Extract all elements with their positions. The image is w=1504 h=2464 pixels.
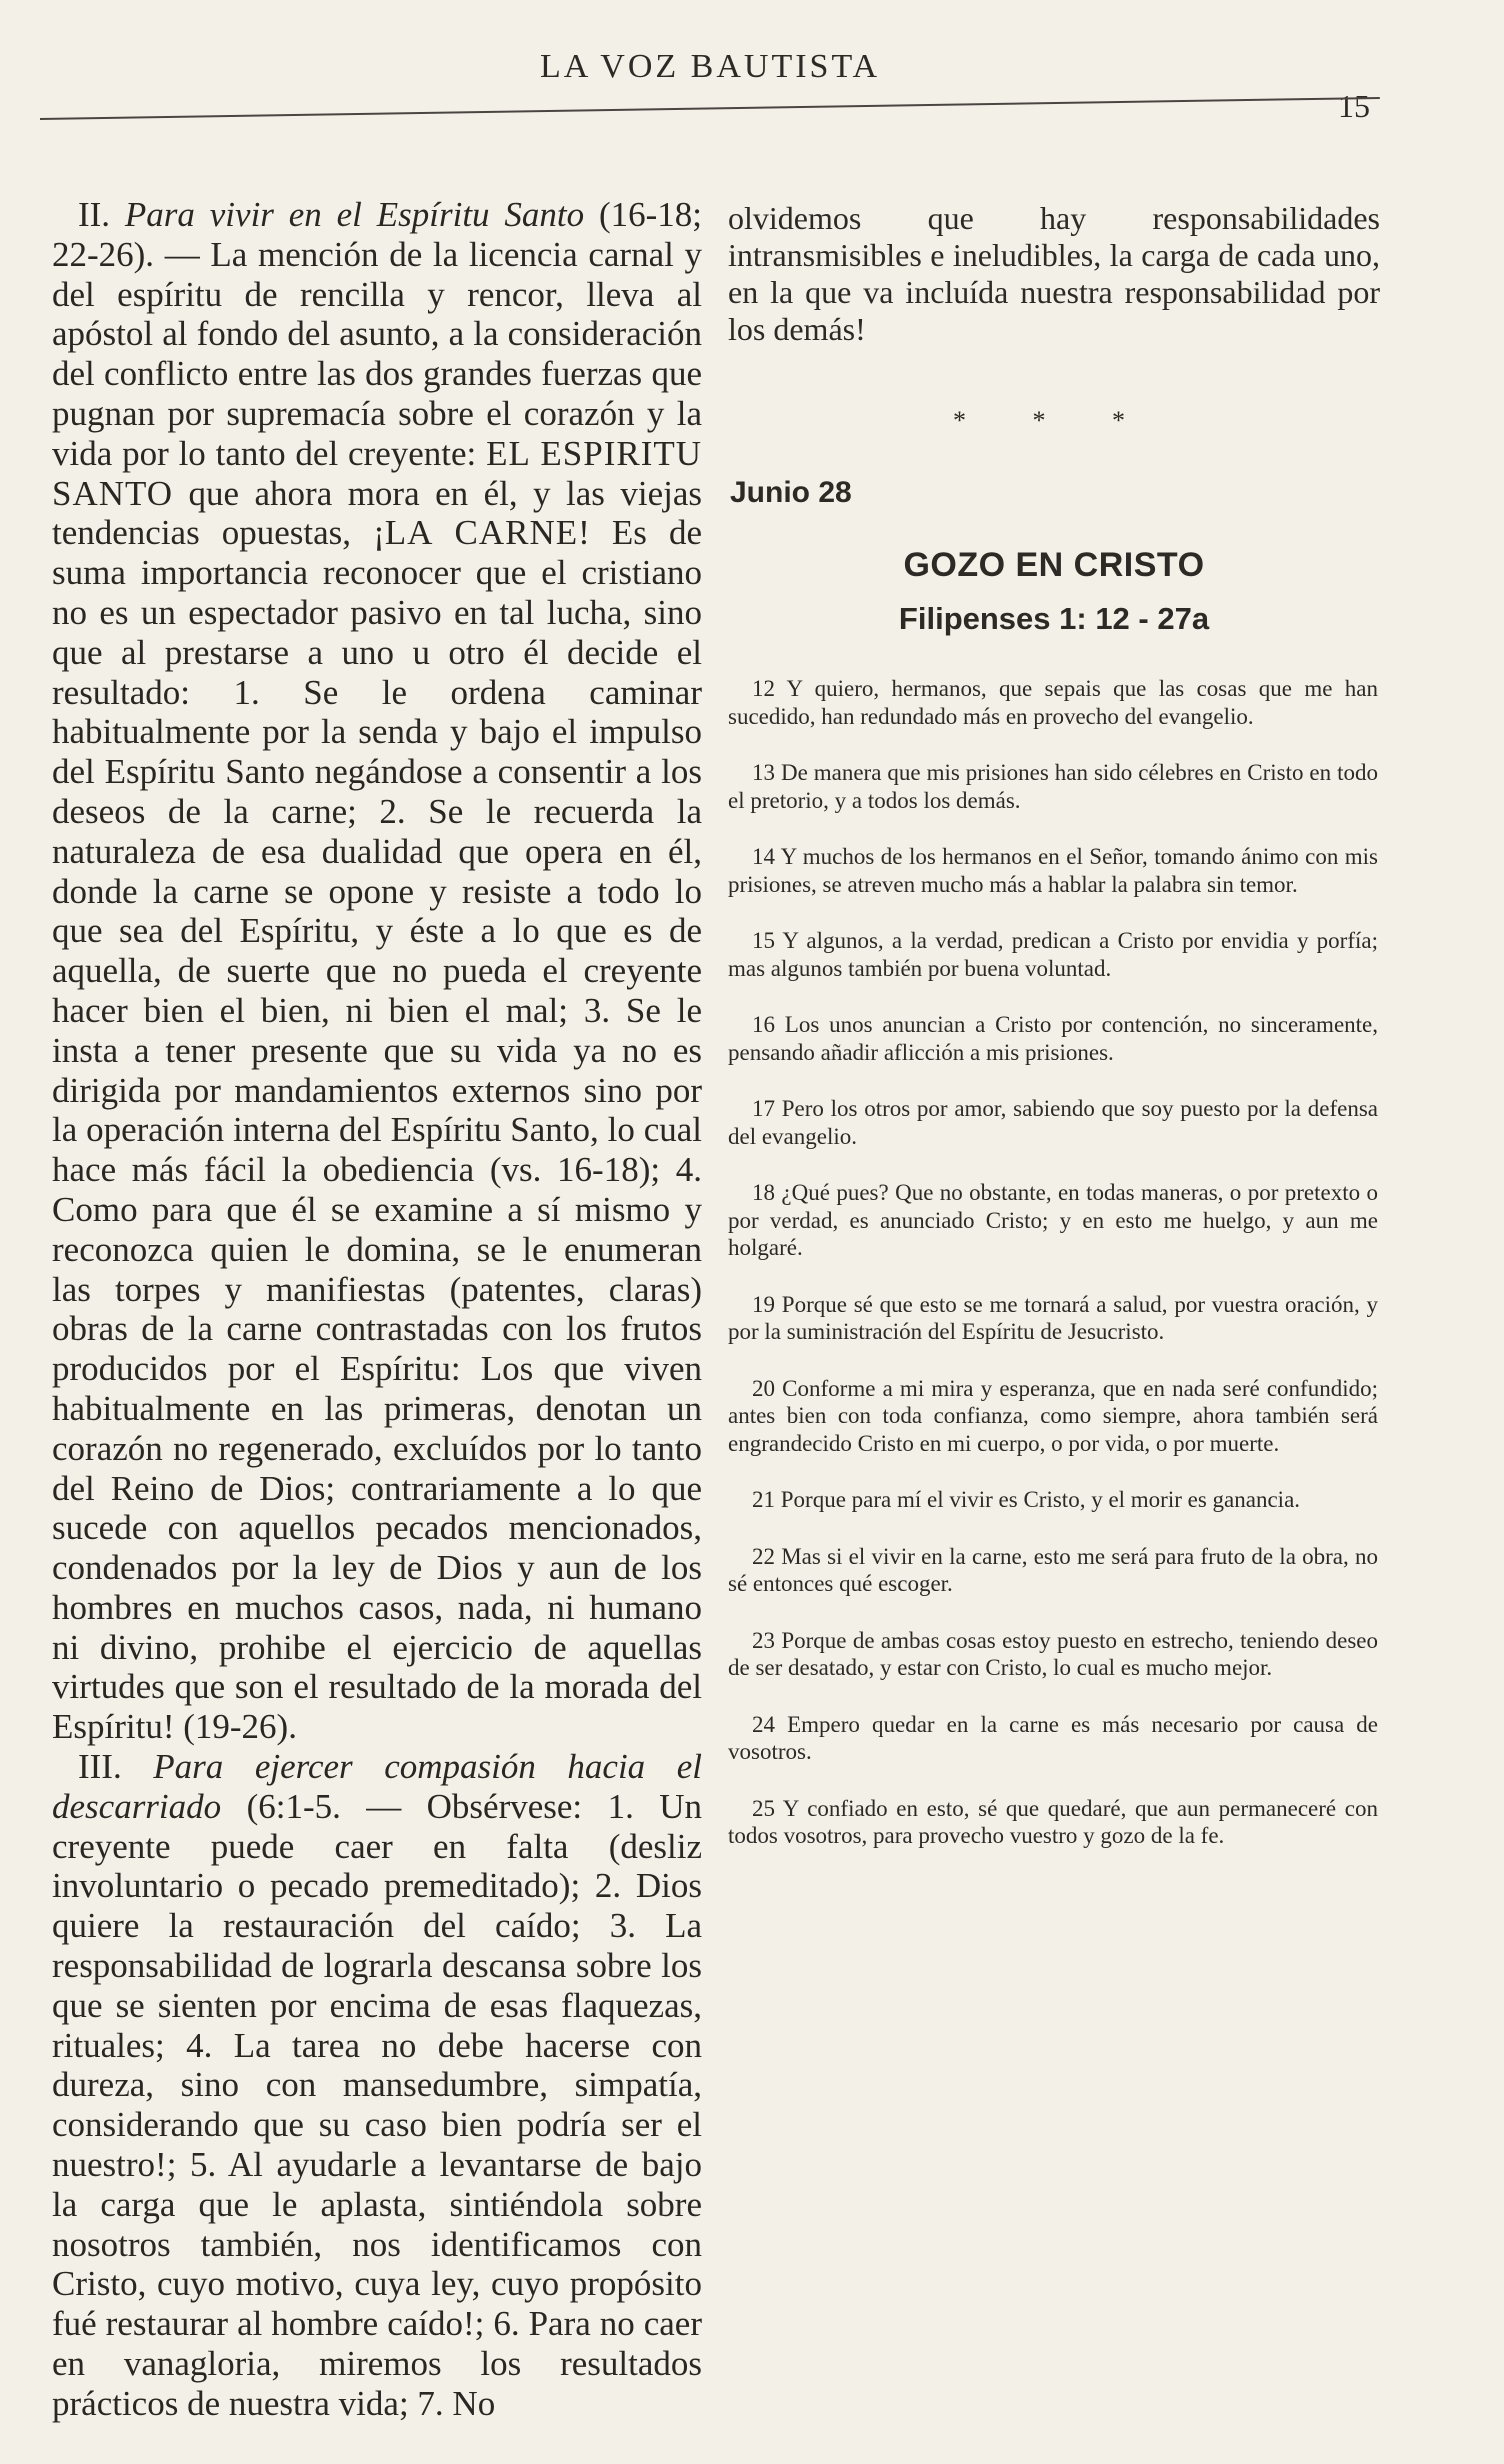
page-number: 15 — [1338, 88, 1370, 124]
right-column — [728, 200, 1380, 1879]
verse-18: 18 ¿Qué pues? Que no obstante, en todas maneras, o por pretexto o por verdad, es anunciado Cristo; y en esto me huelgo, y aun me holgaré. — [728, 1180, 1378, 1260]
verse-20: 20 Conforme a mi mira y esperanza, que en nada seré confundido; antes bien con toda confianza, como siempre, ahora también será engrandecido Cristo en mi cuerpo, o por vida, o por muerte. — [728, 1375, 1378, 1456]
section-iii-paragraph — [52, 1747, 702, 2424]
verse-24: 24 Empero quedar en la carne es más necesario por causa de vosotros. — [728, 1711, 1378, 1764]
section-ii-body-b: que ahora mora en él, y las viejas tendencias opuestas, ¡ — [52, 473, 703, 553]
reading-reference: Filipenses 1: 12 - 27a — [898, 601, 1210, 636]
section-ii-body-a: — La mención de la licencia carnal y del espíritu de rencilla y rencor, lleva al apóstol al fondo del asunto, a la consideración del conflicto entre las dos grandes fuerzas que pugnan por supremacía sobre el corazón y la vida por lo tanto del creyente: — [52, 234, 702, 473]
continuation-paragraph: olvidemos que hay responsabilidades intransmisibles e ineludibles, la carga de cada uno, en la que va incluída nuestra responsabilidad por los demás! — [728, 200, 1380, 347]
section-ii-caps-flesh: LA CARNE — [384, 513, 579, 553]
verse-19: 19 Porque sé que esto se me tornará a salud, por vuestra oración, y por la suministración del Espíritu de Jesucristo. — [728, 1291, 1378, 1344]
verse-12: 12 Y quiero, hermanos, que sepais que las cosas que me han sucedido, han redundado más en provecho del evangelio. — [728, 676, 1378, 729]
section-iii-body: (6:1-5. — Obsérvese: 1. Un creyente puede caer en falta (desliz involuntario o pecado premeditado); 2. Dios quiere la restauración del caído; 3. La responsabilidad de lograrla descansa sobre los que se sienten por encima de esas flaquezas, rituales; 4. La tarea no debe hacerse con dureza, sino con mansedumbre, simpatía, considerando que su caso bien podría ser el nuestro!; 5. Al ayudarle a levantarse de bajo la carga que le aplasta, sintiéndola sobre nosotros también, nos identificamos con Cristo, cuyo motivo, cuya ley, cuyo propósito fué restaurar al hombre caído!; 6. Para no caer en vanagloria, miremos los resultados prácticos de nuestra vida; 7. No — [52, 1786, 702, 2423]
section-ii-number: II. — [78, 195, 111, 234]
verse-23: 23 Porque de ambas cosas estoy puesto en estrecho, teniendo deseo de ser desatado, y estar con Cristo, lo cual es mucho mejor. — [728, 1627, 1378, 1680]
section-iii-title: Para ejercer compasión hacia el descarriado — [52, 1747, 702, 1826]
verse-25: 25 Y confiado en esto, sé que quedaré, que aun permaneceré con todos vosotros, para provecho vuestro y gozo de la fe. — [728, 1795, 1378, 1848]
verse-17: 17 Pero los otros por amor, sabiendo que soy puesto por la defensa del evangelio. — [728, 1096, 1378, 1149]
section-ii-body-c: ! Es de suma importancia reconocer que el cristiano no es un espectador pasivo en tal lucha, sino que al prestarse a uno u otro él decide el resultado: 1. Se le ordena caminar habitualmente por la senda y bajo el impulso del Espíritu Santo negándose a consentir a los deseos de la carne; 2. Se le recuerda la naturaleza de esa dualidad que opera en él, donde la carne se opone y resiste a todo lo que sea del Espíritu, y éste a lo que es de aquella, de suerte que no pueda el creyente hacer bien el bien, ni bien el mal; 3. Se le insta a tener presente que su vida ya no es dirigida por mandamientos externos sino por la operación interna del Espíritu Santo, lo cual hace más fácil la obediencia (vs. 16-18); 4. Como para que él se examine a sí mismo y reconozca quien le domina, se le enumeran las torpes y manifiestas (patentes, claras) obras de la carne contrastadas con los frutos producidos por el Espíritu: Los que viven habitualmente en las primeras, denotan un corazón no regenerado, excluídos por lo tanto del Reino de Dios; contrariamente a lo que sucede con aquellos pecados mencionados, condenados por la ley de Dios y aun de los hombres en muchos casos, nada, ni humano ni divino, prohibe el ejercicio de aquellas virtudes que son el resultado de la morada del Espíritu! (19-26). — [52, 513, 702, 1747]
page-header — [0, 0, 1504, 140]
section-iii-number: III. — [78, 1747, 122, 1787]
date-heading: Junio 28 — [730, 476, 852, 509]
section-ii-ref: (16-18; 22-26). — [52, 195, 703, 274]
separator-stars: * * * — [953, 406, 1155, 435]
verse-16: 16 Los unos anuncian a Cristo por contención, no sinceramente, pensando añadir aflicción a mis prisiones. — [728, 1012, 1378, 1065]
header-rule — [40, 97, 1380, 120]
verse-22: 22 Mas si el vivir en la carne, esto me será para fruto de la obra, no sé entonces qué escoger. — [728, 1543, 1378, 1596]
running-title: LA VOZ BAUTISTA — [539, 48, 881, 85]
verse-14: 14 Y muchos de los hermanos en el Señor, tomando ánimo con mis prisiones, se atreven mucho más a hablar la palabra sin temor. — [728, 844, 1378, 897]
verse-13: 13 De manera que mis prisiones han sido célebres en Cristo en todo el pretorio, y a todos los demás. — [728, 760, 1378, 813]
section-ii-caps-spirit: EL ESPIRITU SANTO — [52, 433, 703, 513]
verse-21: 21 Porque para mí el vivir es Cristo, y el morir es ganancia. — [752, 1487, 1301, 1512]
reading-title: GOZO EN CRISTO — [903, 546, 1205, 584]
section-ii-paragraph — [52, 195, 702, 1747]
verse-15: 15 Y algunos, a la verdad, predican a Cristo por envidia y porfía; mas algunos también por buena voluntad. — [728, 928, 1378, 981]
section-ii-title: Para vivir en el Espíritu Santo — [124, 195, 585, 234]
left-column — [52, 195, 702, 2424]
